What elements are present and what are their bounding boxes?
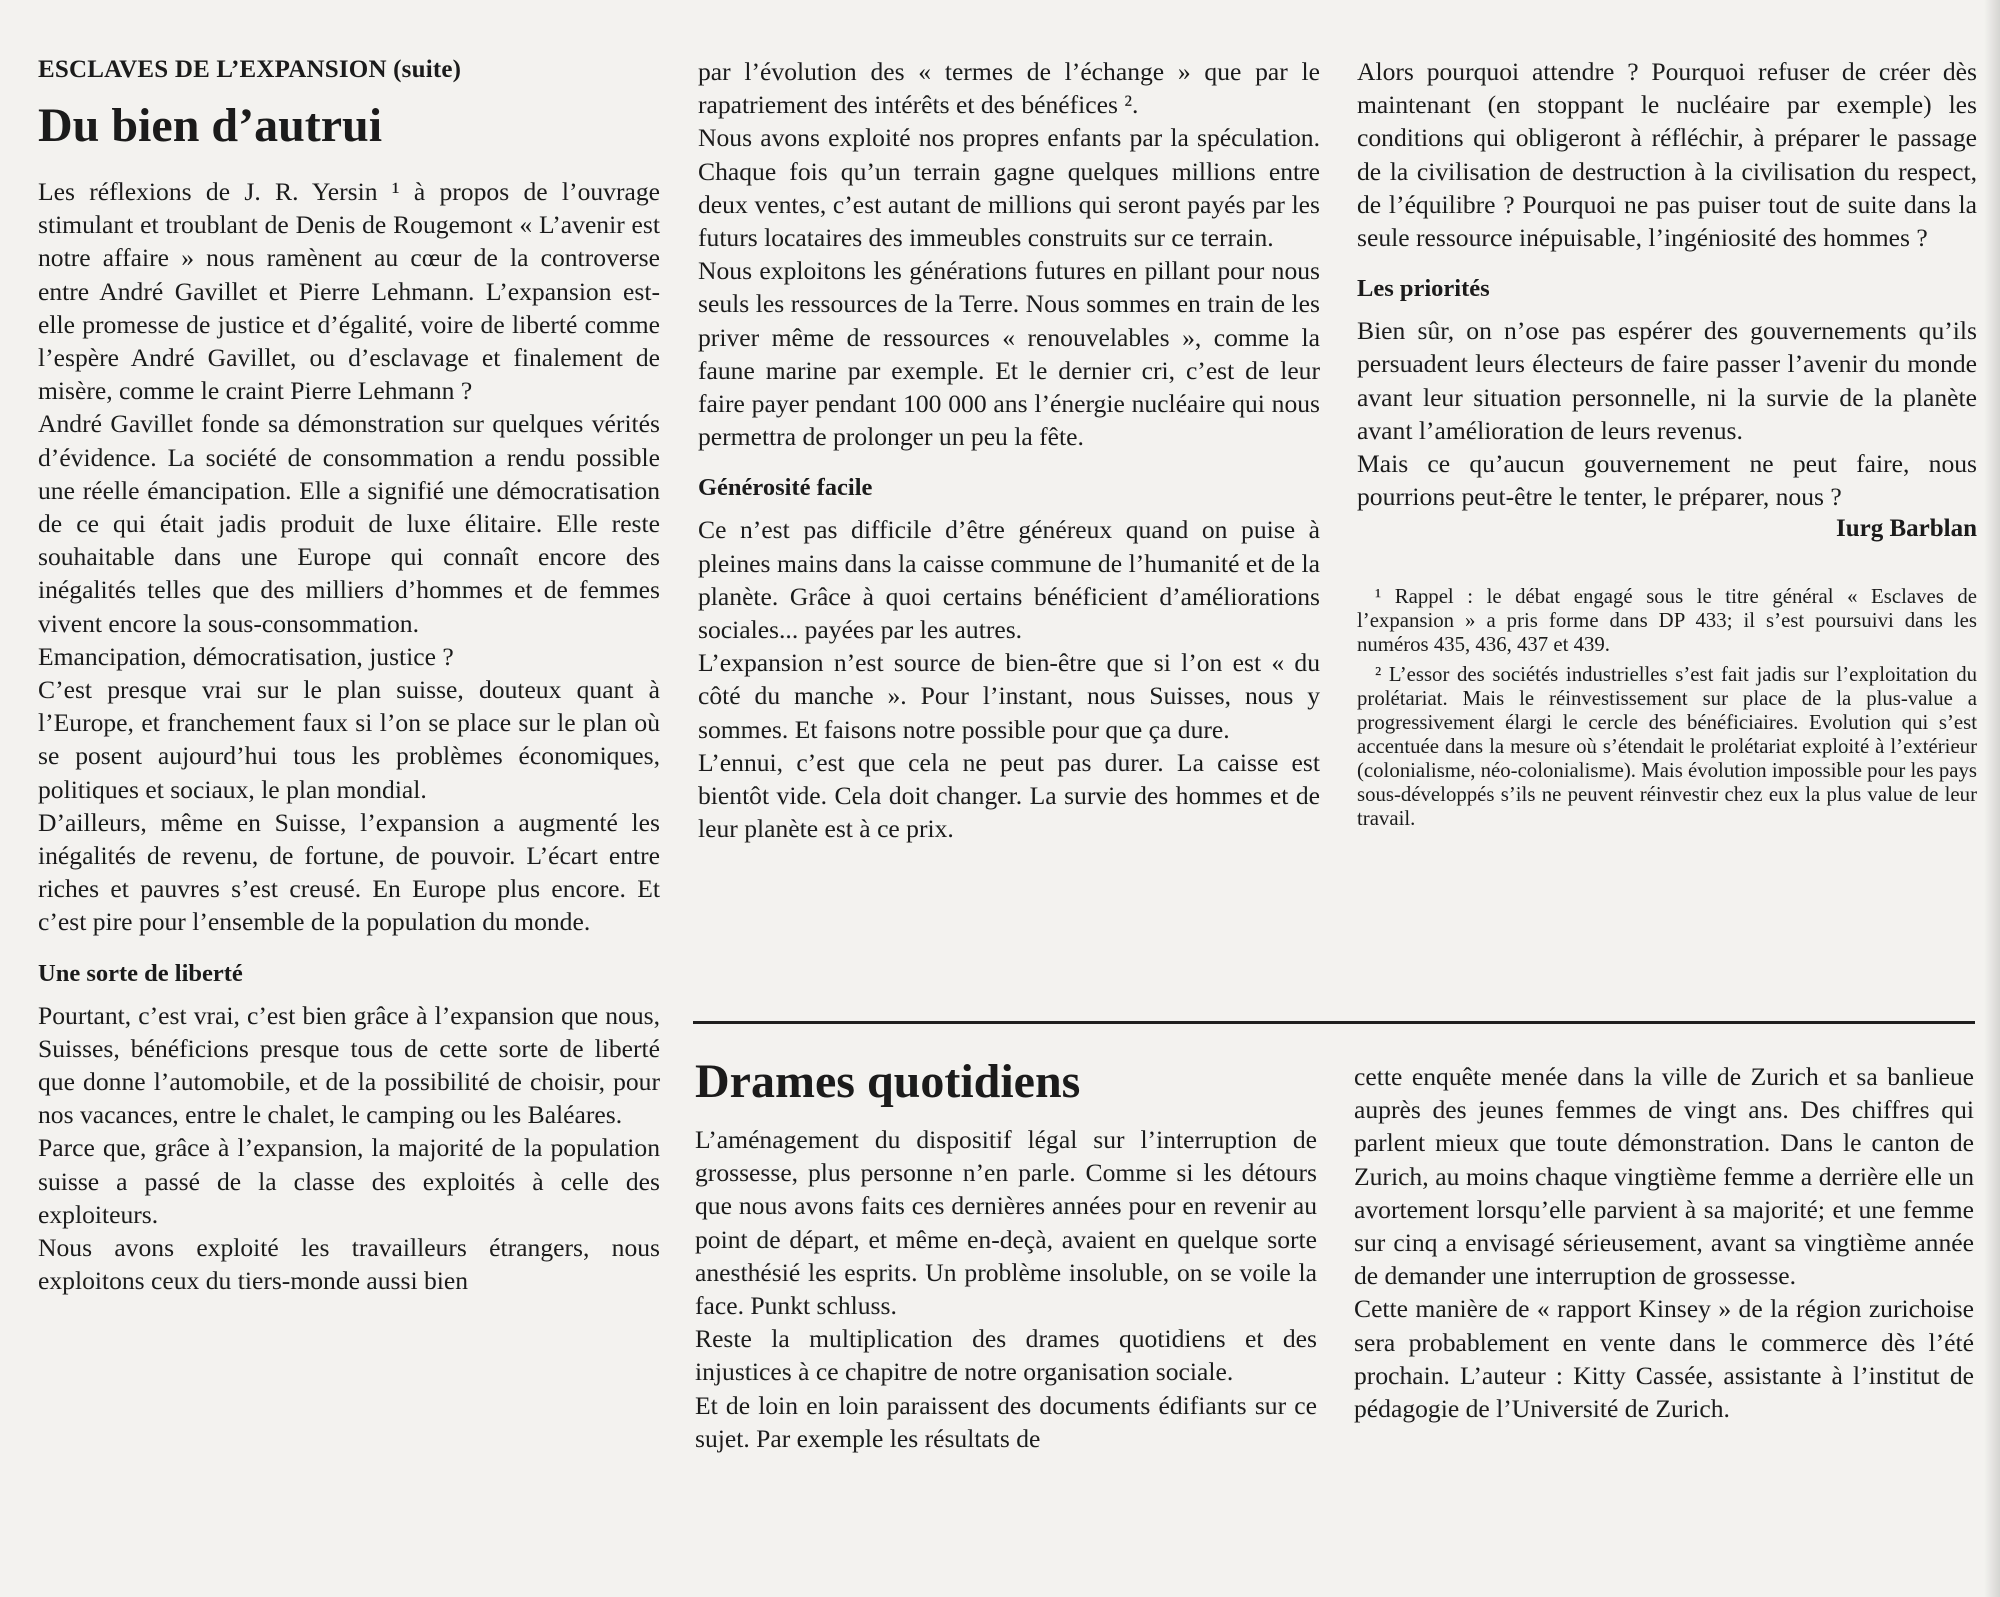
paragraph: Nous exploitons les générations futures en pillant pour nous seuls les ressources de la Terre. Nous sommes en train de les priver même de ressources « renouvelables », comme la faune marine par exemple. Et le dernier cri, c’est de leur faire payer pendant 100 000 ans l’énergie nucléaire qui nous permettra de prolonger un peu la fête. (698, 256, 1320, 452)
article1-column-2 (698, 55, 1320, 845)
paragraph: L’expansion n’est source de bien-être que si l’on est « du côté du manche ». Pour l’instant, nous Suisses, nous y sommes. Et faisons notre possible pour que ça dure. (698, 648, 1320, 744)
paragraph: cette enquête menée dans la ville de Zurich et sa banlieue auprès des jeunes femmes de vingt ans. Des chiffres qui parlent mieux que toute démonstration. Dans le canton de Zurich, au moins chaque vingtième femme a derrière elle un avortement lorsqu’elle parvient à sa majorité; et une femme sur cinq a envisagé sérieusement, avant sa vingtième année de demander une interruption de grossesse. (1354, 1062, 1974, 1291)
article1-column-3 (1357, 55, 1977, 837)
author-signature: Iurg Barblan (1835, 515, 1977, 543)
paragraph: Bien sûr, on n’ose pas espérer des gouvernements qu’ils persuadent leurs électeurs de faire passer l’avenir du monde avant leur situation personnelle, ni la survie de la planète avant l’amélioration de leurs revenus. (1357, 316, 1977, 445)
subheading: Une sorte de liberté (38, 959, 243, 987)
article-title: Du bien d’autrui (38, 99, 383, 152)
subheading: Les priorités (1357, 275, 1490, 303)
footnote: ² L’essor des sociétés industrielles s’est fait jadis sur l’exploitation du prolétariat. Mais le réinvestissement sur place de la plus-value a progressivement élargi le cercle des bénéficiaires. Evolution qui s’est accentuée dans la mesure où s’étendait le prolétariat exploité à l’extérieur (colonialisme, néo-colonialisme). Mais évolution impossible pour les pays sous-développés s’ils ne peuvent réinvestir chez eux la plus value de leur travail. (1357, 663, 1977, 831)
paragraph: L’aménagement du dispositif légal sur l’interruption de grossesse, plus personne n’en parle. Comme si les détours que nous avons faits ces dernières années pour en revenir au point de départ, et même en-deçà, avaient en quelque sorte anesthésié les esprits. Un problème insoluble, on se voile la face. Punkt schluss. (695, 1125, 1317, 1321)
paragraph: Et de loin en loin paraissent des documents édifiants sur ce sujet. Par exemple les résultats de (695, 1390, 1317, 1453)
footnotes (1357, 585, 1977, 831)
paragraph: Nous avons exploité nos propres enfants par la spéculation. Chaque fois qu’un terrain gagne quelques millions entre deux ventes, c’est autant de millions qui seront payés par les futurs locataires des immeubles construits sur ce terrain. (698, 123, 1320, 253)
section-divider (693, 1021, 1975, 1024)
paragraph: Emancipation, démocratisation, justice ? (38, 641, 454, 671)
paragraph: Alors pourquoi attendre ? Pourquoi refuser de créer dès maintenant (en stoppant le nucléaire par exemple) les conditions qui obligeront à réfléchir, à préparer le passage de la civilisation de destruction à la civilisation du respect, de l’équilibre ? Pourquoi ne pas puiser tout de suite dans la seule ressource inépuisable, l’ingéniosité des hommes ? (1357, 57, 1977, 253)
paragraph: Cette manière de « rapport Kinsey » de la région zurichoise sera probablement en vente dans le commerce dès l’été prochain. L’auteur : Kitty Cassée, assistante à l’institut de pédagogie de l’Université de Zurich. (1354, 1294, 1974, 1424)
paragraph: Ce n’est pas difficile d’être généreux quand on puise à pleines mains dans la caisse commune de l’humanité et de la planète. Grâce à quoi certains bénéficient d’améliorations sociales... payées par les autres. (698, 515, 1320, 645)
footnote: ¹ Rappel : le débat engagé sous le titre général « Esclaves de l’expansion » a pris forme dans DP 433; il s’est poursuivi dans les numéros 435, 436, 437 et 439. (1357, 585, 1977, 657)
paragraph: L’ennui, c’est que cela ne peut pas durer. La caisse est bientôt vide. Cela doit changer. La survie des hommes et de leur planète est à ce prix. (698, 747, 1320, 844)
article2-column-3 (1354, 1060, 1974, 1425)
paragraph: Nous avons exploité les travailleurs étrangers, nous exploitons ceux du tiers-monde aussi bien (38, 1233, 660, 1296)
paragraph: Mais ce qu’aucun gouvernement ne peut faire, nous pourrions peut-être le tenter, le préparer, nous ? (1357, 449, 1977, 512)
paragraph: André Gavillet fonde sa démonstration sur quelques vérités d’évidence. La société de consommation a rendu possible une réelle émancipation. Elle a signifié une démocratisation de ce qui était jadis produit de luxe élitaire. Elle reste souhaitable dans une Europe qui connaît encore des inégalités telles que des milliers d’hommes et de femmes vivent encore la sous-consommation. (38, 409, 660, 638)
paragraph: C’est presque vrai sur le plan suisse, douteux quant à l’Europe, et franchement faux si l’on se place sur le plan où se posent aujourd’hui tous les problèmes économiques, politiques et sociaux, le plan mondial. (38, 675, 660, 804)
subheading: Générosité facile (698, 474, 873, 502)
paragraph: Reste la multiplication des drames quotidiens et des injustices à ce chapitre de notre organisation sociale. (695, 1324, 1317, 1387)
article-title: Drames quotidiens (695, 1055, 1081, 1108)
paragraph: par l’évolution des « termes de l’échange » que par le rapatriement des intérêts et des bénéfices ². (698, 57, 1320, 120)
paragraph: Pourtant, c’est vrai, c’est bien grâce à l’expansion que nous, Suisses, bénéficions presque tous de cette sorte de liberté que donne l’automobile, et de la possibilité de choisir, pour nos vacances, entre le chalet, le camping ou les Baléares. (38, 1000, 660, 1130)
article-kicker: ESCLAVES DE L’EXPANSION (suite) (38, 56, 462, 83)
article2-column-2 (695, 1055, 1317, 1455)
page-edge-shadow (1984, 0, 2000, 1597)
article1-column-1 (38, 55, 660, 1298)
paragraph: Les réflexions de J. R. Yersin ¹ à propos de l’ouvrage stimulant et troublant de Denis de Rougemont « L’avenir est notre affaire » nous ramènent au cœur de la controverse entre André Gavillet et Pierre Lehmann. L’expansion est-elle promesse de justice et d’égalité, voire de liberté comme l’espère André Gavillet, ou d’esclavage et finalement de misère, comme le craint Pierre Lehmann ? (38, 177, 660, 406)
paragraph: D’ailleurs, même en Suisse, l’expansion a augmenté les inégalités de revenu, de fortune, de pouvoir. L’écart entre riches et pauvres s’est creusé. En Europe plus encore. Et c’est pire pour l’ensemble de la population du monde. (38, 807, 660, 937)
paragraph: Parce que, grâce à l’expansion, la majorité de la population suisse a passé de la classe des exploités à celle des exploiteurs. (38, 1133, 660, 1229)
